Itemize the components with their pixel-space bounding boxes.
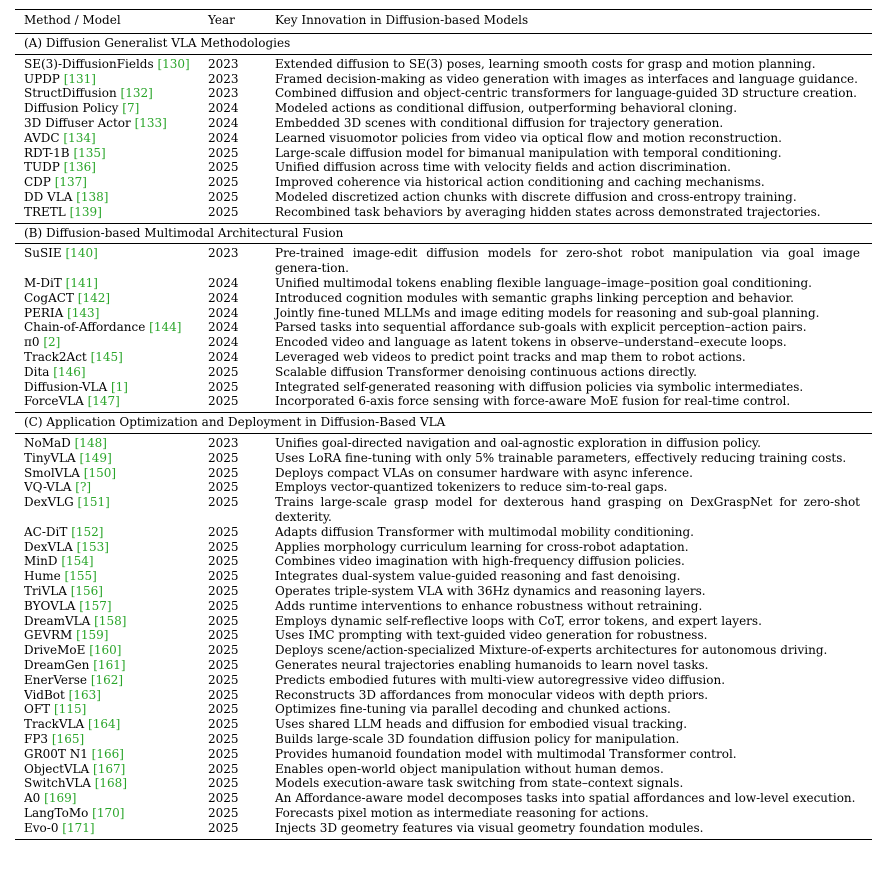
method-name: DexVLA [24,539,73,554]
method-name: SuSIE [24,246,62,261]
year-cell: 2024 [208,276,239,290]
citation-link[interactable]: [168] [94,776,128,791]
innovation-cell: Optimizes fine-tuning via parallel decoding and chunked actions. [275,702,671,717]
citation-link[interactable]: [143] [67,305,100,320]
method-cell [24,175,209,190]
citation-link[interactable]: [148] [74,436,107,450]
year-cell: 2025 [208,524,239,539]
section-rule [15,433,872,434]
method-name: M-DiT [24,276,62,290]
innovation-cell: Modeled actions as conditional diffusion, outperforming behavioral cloning. [275,101,738,116]
year-cell: 2023 [208,86,239,101]
citation-link[interactable]: [160] [89,643,122,658]
year-cell: 2025 [208,658,239,672]
year-cell: 2024 [208,320,239,335]
citation-link[interactable]: [171] [62,820,95,835]
method-name: 3D Diffuser Actor [24,116,131,130]
year-cell: 2025 [208,806,239,820]
method-name: Track2Act [24,350,87,364]
year-cell: 2024 [208,290,239,305]
year-cell: 2025 [208,628,239,643]
citation-link[interactable]: [2] [43,335,61,350]
method-cell [24,466,209,481]
innovation-cell: Jointly fine-tuned MLLMs and image editing models for reasoning and sub-goal planning. [275,305,820,320]
section-rule [15,54,872,55]
method-name: TRETL [24,204,66,219]
top-rule [15,9,872,10]
year-cell: 2025 [208,569,239,584]
method-cell [24,732,209,747]
innovation-cell: Improved coherence via historical action conditioning and caching mechanisms. [275,175,765,190]
innovation-cell: Combines video imagination with high-frequency diffusion policies. [275,554,685,569]
innovation-cell: Trains large-scale grasp model for dexterous hand grasping on DexGraspNet for zero-shot dexterity. [275,495,860,524]
method-cell [24,291,209,306]
method-name: Diffusion Policy [24,101,119,116]
method-name: DexVLG [24,495,74,510]
innovation-cell: Enables open-world object manipulation without human demos. [275,761,664,776]
method-name: CDP [24,175,51,190]
citation-link[interactable]: [159] [76,628,109,643]
citation-link[interactable]: [130] [157,56,190,71]
method-cell [24,688,209,703]
method-name: TUDP [24,160,60,175]
method-cell [24,116,209,131]
citation-link[interactable]: [145] [90,350,123,364]
innovation-cell: Leveraged web videos to predict point tracks and map them to robot actions. [275,350,746,364]
method-name: Diffusion-VLA [24,379,108,394]
method-name: DreamGen [24,658,90,672]
year-cell: 2025 [208,539,239,554]
innovation-cell: Framed decision-making as video generation with images as interfaces and language guidance. [275,71,858,86]
innovation-cell: Unifies goal-directed navigation and oal-agnostic exploration in diffusion policy. [275,436,761,450]
citation-link[interactable]: [147] [87,394,120,409]
year-cell: 2025 [208,746,239,761]
method-cell [24,569,209,584]
year-cell: 2024 [208,101,239,116]
year-cell: 2025 [208,584,239,598]
citation-link[interactable]: [146] [53,364,86,379]
innovation-cell: Employs vector-quantized tokenizers to reduce sim-to-real gaps. [275,480,668,495]
method-cell [24,146,209,161]
citation-link[interactable]: [153] [76,539,109,554]
innovation-cell: Uses LoRA fine-tuning with only 5% trainable parameters, effectively reducing training costs. [275,450,847,465]
citation-link[interactable]: [151] [77,495,110,510]
citation-link[interactable]: [115] [54,702,87,717]
citation-link[interactable]: [135] [73,145,106,160]
innovation-cell: Provides humanoid foundation model with multimodal Transformer control. [275,746,737,761]
innovation-cell: Large-scale diffusion model for bimanual manipulation with temporal conditioning. [275,145,782,160]
method-name: TriVLA [24,584,67,598]
innovation-cell: Adds runtime interventions to enhance robustness without retraining. [275,598,703,613]
method-cell [24,306,209,321]
method-name: AC-DiT [24,524,68,539]
year-cell: 2025 [208,190,239,204]
section-title: (B) Diffusion-based Multimodal Architectural Fusion [24,225,344,240]
method-cell [24,643,209,658]
innovation-cell: Incorporated 6-axis force sensing with force-aware MoE fusion for real-time control. [275,394,791,409]
method-name: NoMaD [24,436,71,450]
method-name: Dita [24,364,50,379]
citation-link[interactable]: [164] [88,717,121,732]
year-cell: 2025 [208,776,239,791]
method-cell [24,57,209,72]
innovation-cell: Injects 3D geometry features via visual geometry foundation modules. [275,820,704,835]
method-name: VidBot [24,687,65,702]
method-name: DD VLA [24,190,73,204]
method-cell [24,776,209,791]
method-cell [24,335,209,350]
year-cell: 2025 [208,145,239,160]
innovation-cell: Integrates dual-system value-guided reasoning and fast denoising. [275,569,681,584]
year-cell: 2025 [208,672,239,687]
citation-link[interactable]: [156] [70,584,103,598]
method-cell [24,702,209,717]
method-name: SmolVLA [24,465,80,480]
innovation-cell: Parsed tasks into sequential affordance sub-goals with explicit perception–action pairs. [275,320,807,335]
header-rule [15,33,872,34]
method-name: DriveMoE [24,643,86,658]
method-name: Evo-0 [24,820,59,835]
innovation-cell: Uses IMC prompting with text-guided video generation for robustness. [275,628,708,643]
method-cell [24,246,209,261]
innovation-cell: Extended diffusion to SE(3) poses, learning smooth costs for grasp and motion planning. [275,56,816,71]
method-cell [24,101,209,116]
citation-link[interactable]: [132] [120,86,153,101]
method-cell [24,451,209,466]
year-cell: 2023 [208,246,239,261]
method-name: StructDiffusion [24,86,117,101]
method-cell [24,205,209,220]
innovation-cell: Combined diffusion and object-centric transformers for language-guided 3D structure creation. [275,86,857,101]
citation-link[interactable]: [139] [69,204,102,219]
method-cell [24,86,209,101]
method-cell [24,320,209,335]
section-end-rule [15,223,872,224]
year-cell: 2025 [208,687,239,702]
innovation-cell: Encoded video and language as latent tokens in observe–understand–execute loops. [275,335,787,350]
year-cell: 2025 [208,613,239,628]
year-cell: 2023 [208,436,239,450]
citation-link[interactable]: [162] [90,672,124,687]
method-name: SE(3)-DiffusionFields [24,56,154,71]
method-cell [24,72,209,87]
innovation-cell: Recombined task behaviors by averaging hidden states across demonstrated trajectories. [275,204,821,219]
method-name: Chain-of-Affordance [24,320,146,335]
citation-link[interactable]: [157] [79,598,112,613]
method-cell [24,160,209,175]
header-method: Method / Model [24,13,121,27]
header-year: Year [208,13,235,27]
citation-link[interactable]: [165] [51,732,85,746]
method-cell [24,673,209,688]
innovation-cell: Learned visuomotor policies from video via optical flow and motion reconstruction. [275,130,782,145]
innovation-cell: Unified multimodal tokens enabling flexible language–image–position goal conditioning. [275,276,812,290]
citation-link[interactable]: [133] [134,116,167,130]
year-cell: 2025 [208,732,239,746]
method-name: BYOVLA [24,598,76,613]
citation-link[interactable]: [170] [92,806,125,820]
method-cell [24,436,209,451]
innovation-cell: Generates neural trajectories enabling humanoids to learn novel tasks. [275,658,709,672]
innovation-cell: Modeled discretized action chunks with discrete diffusion and cross-entropy training. [275,190,797,204]
year-cell: 2024 [208,335,239,350]
year-cell: 2025 [208,204,239,219]
method-name: SwitchVLA [24,776,91,791]
citation-link[interactable]: [137] [54,175,87,190]
innovation-cell: Embedded 3D scenes with conditional diffusion for trajectory generation. [275,116,724,130]
method-name: VQ-VLA [24,480,72,495]
year-cell: 2025 [208,379,239,394]
year-cell: 2025 [208,598,239,613]
method-cell [24,394,209,409]
innovation-cell: Introduced cognition modules with semantic graphs linking perception and behavior. [275,290,794,305]
method-cell [24,380,209,395]
citation-link[interactable]: [154] [61,554,94,569]
innovation-cell: Applies morphology curriculum learning for cross-robot adaptation. [275,539,689,554]
year-cell: 2025 [208,761,239,776]
citation-link[interactable]: [155] [64,569,97,584]
method-cell [24,350,209,365]
year-cell: 2025 [208,394,239,409]
year-cell: 2025 [208,643,239,658]
header-innovation: Key Innovation in Diffusion-based Models [275,13,529,27]
year-cell: 2024 [208,116,239,130]
citation-link[interactable]: [?] [75,480,92,495]
citation-link[interactable]: [141] [65,276,98,290]
method-name: DreamVLA [24,613,91,628]
innovation-cell: Operates triple-system VLA with 36Hz dynamics and reasoning layers. [275,584,706,598]
method-name: AVDC [24,130,60,145]
citation-link[interactable]: [144] [149,320,182,335]
method-name: OFT [24,702,51,717]
innovation-cell: Scalable diffusion Transformer denoising continuous actions directly. [275,364,697,379]
section-rule [15,243,872,244]
citation-link[interactable]: [1] [110,379,128,394]
year-cell: 2024 [208,130,239,145]
method-cell [24,525,209,540]
method-name: LangToMo [24,806,89,820]
citation-link[interactable]: [140] [65,246,98,261]
year-cell: 2025 [208,495,239,510]
innovation-cell: Deploys compact VLAs on consumer hardware with async inference. [275,465,693,480]
method-name: FP3 [24,732,49,746]
method-name: CogACT [24,290,74,305]
innovation-cell: Employs dynamic self-reflective loops with CoT, error tokens, and expert layers. [275,613,762,628]
innovation-cell: Unified diffusion across time with velocity fields and action discrimination. [275,160,731,175]
citation-link[interactable]: [138] [76,190,109,204]
method-cell [24,614,209,629]
year-cell: 2025 [208,175,239,190]
method-cell [24,658,209,673]
citation-link[interactable]: [152] [71,524,104,539]
method-cell [24,554,209,569]
citation-link[interactable]: [166] [91,746,124,761]
method-cell [24,584,209,599]
method-name: RDT-1B [24,145,70,160]
year-cell: 2025 [208,160,239,175]
year-cell: 2025 [208,554,239,569]
method-cell [24,131,209,146]
method-cell [24,276,209,291]
citation-link[interactable]: [136] [63,160,96,175]
year-cell: 2023 [208,56,239,71]
method-cell [24,365,209,380]
year-cell: 2025 [208,480,239,495]
bottom-rule [15,839,872,840]
year-cell: 2025 [208,465,239,480]
method-name: PERIA [24,305,64,320]
method-name: EnerVerse [24,672,87,687]
citation-link[interactable]: [163] [68,687,101,702]
year-cell: 2025 [208,364,239,379]
method-cell [24,806,209,821]
method-cell [24,495,209,510]
method-cell [24,599,209,614]
section-title: (C) Application Optimization and Deployment in Diffusion-Based VLA [24,415,446,430]
innovation-cell: Uses shared LLM heads and diffusion for embodied visual tracking. [275,717,688,732]
section-title: (A) Diffusion Generalist VLA Methodologies [24,36,291,50]
citation-link[interactable]: [158] [94,613,127,628]
year-cell: 2025 [208,450,239,465]
innovation-cell: Pre-trained image-edit diffusion models for zero-shot robot manipulation via goal image genera-tion. [275,246,860,276]
citation-link[interactable]: [167] [93,761,126,776]
method-cell [24,190,209,205]
method-cell [24,791,209,806]
innovation-cell: Adapts diffusion Transformer with multimodal mobility conditioning. [275,524,694,539]
method-name: UPDP [24,71,60,86]
year-cell: 2025 [208,702,239,717]
year-cell: 2024 [208,305,239,320]
method-name: GR00T N1 [24,746,88,761]
citation-link[interactable]: [161] [93,658,126,672]
innovation-cell: Forecasts pixel motion as intermediate reasoning for actions. [275,806,649,820]
citation-link[interactable]: [142] [77,290,111,305]
method-cell [24,480,209,495]
method-name: ForceVLA [24,394,84,409]
method-cell [24,628,209,643]
method-cell [24,821,209,836]
section-end-rule [15,412,872,413]
year-cell: 2023 [208,71,239,86]
innovation-cell: Deploys scene/action-specialized Mixture-of-experts architectures for autonomous driving. [275,643,828,658]
citation-link[interactable]: [134] [63,130,96,145]
method-name: ObjectVLA [24,761,90,776]
year-cell: 2025 [208,717,239,732]
innovation-cell: Builds large-scale 3D foundation diffusion policy for manipulation. [275,732,680,746]
method-name: Hume [24,569,61,584]
innovation-cell: Predicts embodied futures with multi-view autoregressive video diffusion. [275,672,726,687]
method-cell [24,762,209,777]
year-cell: 2024 [208,350,239,364]
year-cell: 2025 [208,820,239,835]
citation-link[interactable]: [149] [79,450,112,465]
innovation-cell: Reconstructs 3D affordances from monocular videos with depth priors. [275,687,709,702]
citation-link[interactable]: [7] [122,101,140,116]
innovation-cell: Integrated self-generated reasoning with diffusion policies via symbolic intermediates. [275,379,804,394]
method-name: π0 [24,335,40,350]
method-name: GEVRM [24,628,73,643]
method-cell [24,540,209,555]
method-name: TrackVLA [24,717,85,732]
method-name: MinD [24,554,58,569]
innovation-cell: Models execution-aware task switching from state–context signals. [275,776,684,791]
method-cell [24,747,209,762]
method-name: A0 [24,791,41,806]
citation-link[interactable]: [131] [63,71,96,86]
method-name: TinyVLA [24,450,76,465]
citation-link[interactable]: [169] [44,791,77,806]
innovation-cell: An Affordance-aware model decomposes tasks into spatial affordances and low-level execution. [275,791,856,806]
method-cell [24,717,209,732]
citation-link[interactable]: [150] [83,465,117,480]
year-cell: 2025 [208,791,239,806]
